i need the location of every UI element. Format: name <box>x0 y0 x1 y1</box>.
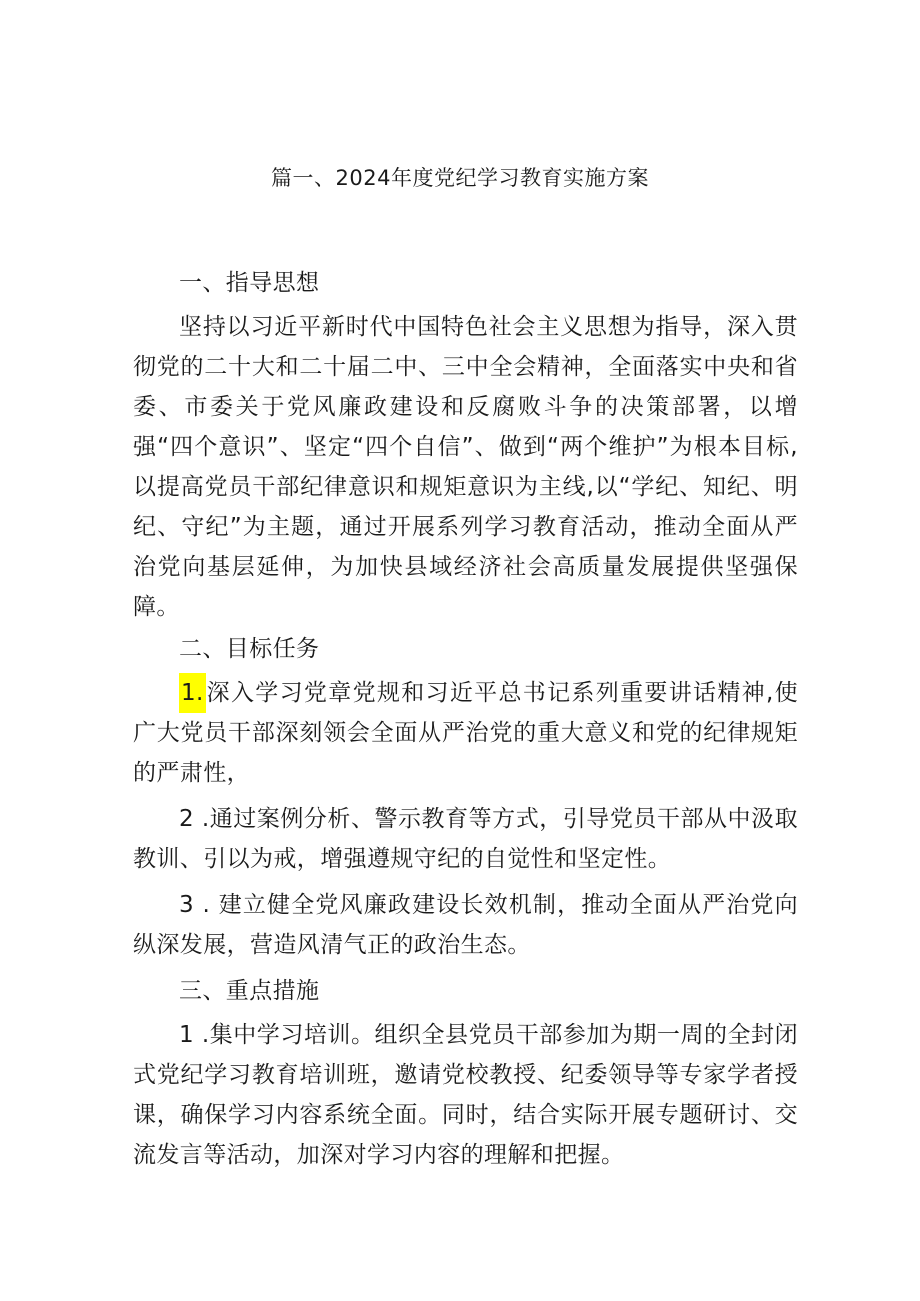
section-heading-objectives: 二、目标任务 <box>179 636 320 662</box>
section-heading-key-measures: 三、重点措施 <box>179 978 320 1004</box>
document-title: 篇一、2024年度党纪学习教育实施方案 <box>271 166 649 190</box>
list-item-objective-2 <box>133 799 798 879</box>
list-item-text: 深入学习党章党规和习近平总书记系列重要讲话精神,使广大党员干部深刻领会全面从严治党的重大意义和党的纪律规矩的严肃性， <box>133 680 798 786</box>
list-item-number: 2 <box>179 806 195 832</box>
list-item-text: . 建立健全党风廉政建设长效机制，推动全面从严治党向纵深发展，营造风清气正的政治生态。 <box>133 892 798 958</box>
section-heading-guiding-ideology: 一、指导思想 <box>179 270 320 296</box>
list-item-objective-1 <box>133 673 798 793</box>
list-item-number: 3 <box>179 892 195 918</box>
document-body <box>133 263 798 1175</box>
paragraph-guiding-ideology: 坚持以习近平新时代中国特色社会主义思想为指导，深入贯彻党的二十大和二十届二中、三中全会精神，全面落实中央和省委、市委关于党风廉政建设和反腐败斗争的决策部署，以增强“四个意识”、坚定“四个自信”、做到“两个维护”为根本目标,以提高党员干部纪律意识和规矩意识为主线,以“学纪、知纪、明纪、守纪”为主题，通过开展系列学习教育活动，推动全面从严治党向基层延伸，为加快县域经济社会高质量发展提供坚强保障。 <box>133 314 798 620</box>
list-item-measure-1 <box>133 1015 798 1175</box>
list-item-text: .集中学习培训。组织全县党员干部参加为期一周的全封闭式党纪学习教育培训班，邀请党校教授、纪委领导等专家学者授课，确保学习内容系统全面。同时，结合实际开展专题研讨、交流发言等活动，加深对学习内容的理解和把握。 <box>133 1022 798 1168</box>
highlighted-number: 1. <box>179 673 206 713</box>
list-item-number: 1 <box>179 1022 195 1048</box>
list-item-text: .通过案例分析、警示教育等方式，引导党员干部从中汲取教训、引以为戒，增强遵规守纪的自觉性和坚定性。 <box>133 806 798 872</box>
list-item-objective-3 <box>133 885 798 965</box>
